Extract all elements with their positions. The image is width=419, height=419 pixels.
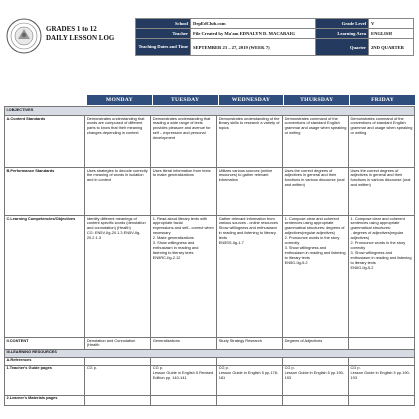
table-cell: Uses literal information from texts to make generalizations: [151, 168, 217, 216]
learning-area-value: ENGLISH: [369, 29, 414, 39]
table-cell: [85, 357, 151, 365]
table-cell: Demonstrates understanding that reading a wide range of texts provides pleasure and avenue for self – expression and personal development: [151, 116, 217, 168]
table-cell: Uses the correct degrees of adjectives in general and their functions in various discourse (oral and written): [349, 168, 415, 216]
title-line-2: DAILY LESSON LOG: [46, 34, 115, 42]
content-label: II.CONTENT: [5, 338, 85, 350]
deped-seal-icon: [6, 18, 42, 54]
objectives-heading: I.OBJECTIVES: [5, 107, 415, 116]
header-info-table: [135, 18, 414, 56]
performance-standards-label: B.Performance Standards: [5, 168, 85, 216]
table-cell: [349, 357, 415, 365]
table-row: [5, 349, 415, 357]
table-cell: Identify different meanings of content specific words (denotation and connotation) (Health) CG: EN5V-IIg-20.1.3 EN5V-IIg-20.2.1.3: [85, 216, 151, 338]
school-label: School: [136, 19, 191, 29]
grade-level-label: Grade Level: [316, 19, 369, 29]
day-tuesday: TUESDAY: [152, 95, 218, 105]
table-row: [5, 107, 415, 116]
table-row: [5, 168, 415, 216]
lesson-table: [4, 106, 415, 406]
table-cell: Uses the correct degrees of adjectives in general and their functions in various discourse (oral and written): [283, 168, 349, 216]
day-monday: MONDAY: [86, 95, 152, 105]
table-cell: Demonstrates understanding that words are composed of different parts to know that their meaning changes depending in context: [85, 116, 151, 168]
references-label: A.References: [5, 357, 85, 365]
table-cell: [283, 395, 349, 405]
learners-materials-label: 2.Learner's Materials pages: [5, 395, 85, 405]
table-cell: CG p. Lesson Guide in English 5 pp.190-193: [283, 365, 349, 395]
day-friday: FRIDAY: [349, 95, 415, 105]
daily-lesson-log: [4, 18, 415, 401]
table-cell: Utilizes various sources (online resources) to gather relevant information: [217, 168, 283, 216]
resources-heading: III.LEARNING RESOURCES: [5, 349, 415, 357]
table-row: [5, 216, 415, 338]
content-standards-label: A.Content Standards: [5, 116, 85, 168]
table-cell: [151, 357, 217, 365]
table-cell: [349, 395, 415, 405]
day-wednesday: WEDNESDAY: [218, 95, 284, 105]
table-cell: [217, 357, 283, 365]
table-row: [5, 395, 415, 405]
table-cell: [85, 395, 151, 405]
table-cell: Demonstrates command of the conventions of standard English grammar and usage when speaking or writing: [349, 116, 415, 168]
competencies-label: C.Learning Competencies/Objectives: [5, 216, 85, 338]
table-cell: CG p.: [85, 365, 151, 395]
teacher-value: File Created by Ma'am EDNALYN D. MACARAIG: [191, 29, 316, 39]
table-cell: Degrees of Adjectives: [283, 338, 349, 350]
table-cell: Denotation and Connotation (Health: [85, 338, 151, 350]
table-cell: 1. Compose clear and coherent sentences using appropriate grammatical structures: degrees of adjectives(regular adjectives) 2. Pronounce words in the story correctly 3. Show willingness and enthusiasm in reading and listening to literary texts EN5G-IIg-5.2: [283, 216, 349, 338]
table-cell: Demonstrates understanding of the library skills to research a variety of topics: [217, 116, 283, 168]
table-cell: CG p. Lesson Guide in English 5 pp.178-181: [217, 365, 283, 395]
day-thursday: THURSDAY: [283, 95, 349, 105]
table-cell: CG p. Lesson Guide in English 5 pp.190-193: [349, 365, 415, 395]
table-row: [5, 338, 415, 350]
table-cell: Demonstrates command of the conventions of standard English grammar and usage when speaking or writing: [283, 116, 349, 168]
learning-area-label: Learning Area: [316, 29, 369, 39]
grade-level-value: V: [369, 19, 414, 29]
table-row: [5, 357, 415, 365]
quarter-value: 2ND QUARTER: [369, 39, 414, 56]
document-title: [46, 25, 114, 43]
table-cell: [283, 357, 349, 365]
table-cell: Gather relevant information from various sources - online resources Show willingness and enthusiasm in reading and listening to literary texts EN5SS-IIg-1.7: [217, 216, 283, 338]
table-cell: Uses strategies to decode correctly the meaning of words in isolation and in context: [85, 168, 151, 216]
quarter-label: Quarter: [316, 39, 369, 56]
school-value: DepEdClub.com: [191, 19, 316, 29]
header: [4, 18, 415, 86]
dates-label: Teaching Dates and Time: [136, 39, 191, 56]
table-cell: 1. Read aloud literary texts with appropriate facial expressions and self– correct when necessary 2. Make generalizations 3. Show willingness and enthusiasm in reading and listening to literary texts EN5RC-IIg-2.12: [151, 216, 217, 338]
table-cell: [217, 395, 283, 405]
day-header-bar: [4, 95, 415, 105]
table-cell: CG p. Lesson Guide in English 5 Revised Edition pp. 140-141: [151, 365, 217, 395]
table-cell: Generalizations: [151, 338, 217, 350]
table-row: [5, 365, 415, 395]
teacher-label: Teacher: [136, 29, 191, 39]
title-line-1: GRADES 1 to 12: [46, 25, 97, 33]
teachers-guide-label: 1.Teacher's Guide pages: [5, 365, 85, 395]
table-cell: [349, 338, 415, 350]
table-cell: Study Strategy Research: [217, 338, 283, 350]
table-cell: 1. Compose clear and coherent sentences using appropriate grammatical structures: - degrees of adjectives(regular adjectives) 2. Pronounce words in the story correctly 3. Show willingness and enthusiasm in reading and listening to literary texts EN5G-IIg-5.2: [349, 216, 415, 338]
table-cell: [151, 395, 217, 405]
dates-value: SEPTEMBER 23 – 27, 2019 (WEEK 7): [191, 39, 316, 56]
table-row: [5, 116, 415, 168]
